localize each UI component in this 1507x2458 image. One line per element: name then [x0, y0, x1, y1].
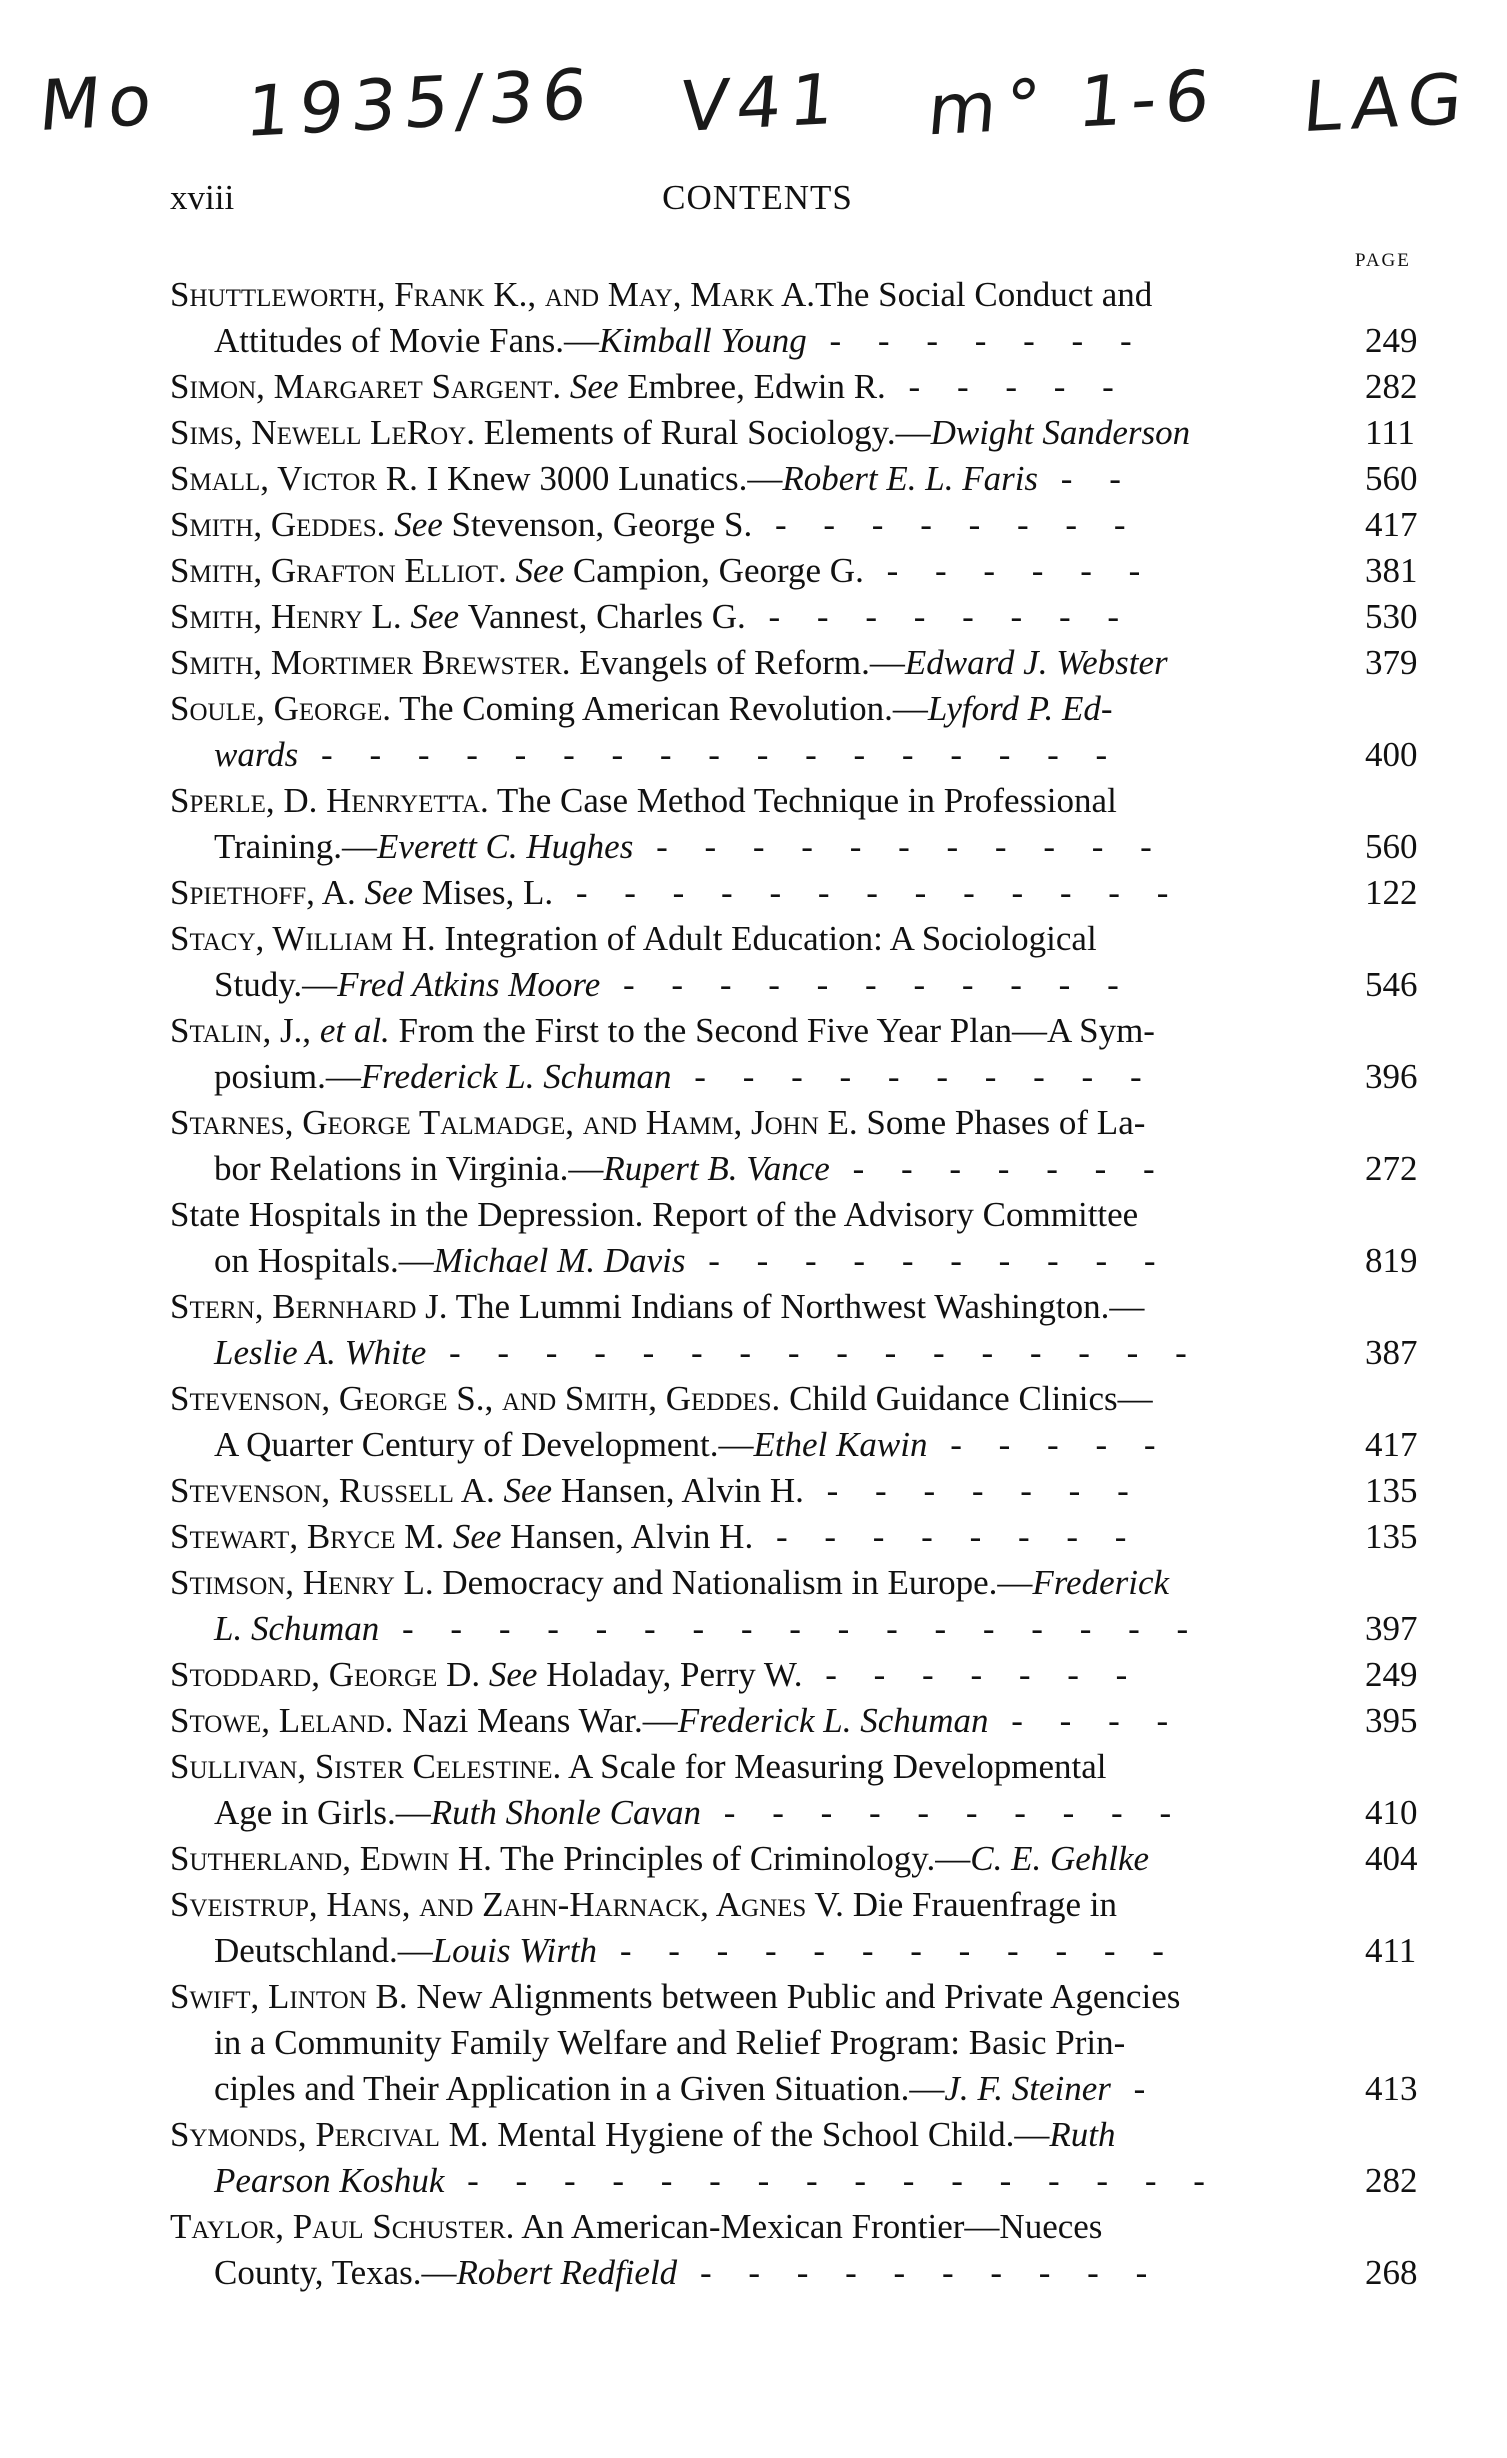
dot-leader: - - - - - - - - - - - - - - - - -: [379, 1609, 1203, 1648]
contents-entry: [170, 548, 1420, 594]
entry-reviewer: Pearson Koshuk: [214, 2161, 445, 2200]
entry-line: [170, 916, 1420, 962]
entry-line: [170, 502, 1420, 548]
entry-reviewer: Frederick L. Schuman: [677, 1701, 989, 1740]
entry-text: Evangels of Reform.—: [570, 643, 905, 682]
page-number: 282: [1365, 2161, 1418, 2200]
entry-author: Sutherland, Edwin H.: [170, 1839, 492, 1878]
entry-line: [170, 1652, 1420, 1698]
page-number: 560: [1365, 459, 1418, 498]
entry-author: Stalin, J.,: [170, 1011, 312, 1050]
entry-line: [170, 1468, 1420, 1514]
entry-text: Study.—: [214, 965, 338, 1004]
entry-author: Smith, Henry L.: [170, 597, 402, 636]
entry-line: [170, 272, 1420, 318]
page-number: 395: [1365, 1701, 1418, 1740]
entry-text: County, Texas.—: [214, 2253, 457, 2292]
dot-leader: - - - - - - - - - - -: [600, 965, 1133, 1004]
handwritten-mark: 1935/36: [242, 52, 599, 154]
entry-reviewer: C. E. Gehlke: [970, 1839, 1150, 1878]
contents-entry: [170, 686, 1420, 778]
entry-line: [170, 456, 1420, 502]
entry-line: [170, 1146, 1420, 1192]
entry-author: Spiethoff, A.: [170, 873, 356, 912]
entry-author: Stimson, Henry L.: [170, 1563, 434, 1602]
entry-reviewer: Frederick L. Schuman: [360, 1057, 672, 1096]
contents-entry: [170, 594, 1420, 640]
entry-reviewer: Everett C. Hughes: [377, 827, 634, 866]
entry-line: [170, 1698, 1420, 1744]
entry-text: Mental Hygiene of the School Child.—: [488, 2115, 1050, 2154]
contents-entry: [170, 364, 1420, 410]
contents-entry: [170, 1100, 1420, 1192]
entry-line: [170, 1790, 1420, 1836]
page-number: 819: [1365, 1241, 1418, 1280]
page-number: 400: [1365, 735, 1418, 774]
entry-line: [170, 1238, 1420, 1284]
entry-line: [170, 1974, 1420, 2020]
page-number: 135: [1365, 1471, 1418, 1510]
entry-text: Campion, George G.: [572, 551, 864, 590]
entry-text: Die Frauenfrage in: [843, 1885, 1118, 1924]
entry-text: The Case Method Technique in Professional: [488, 781, 1117, 820]
dot-leader: - - - - - - - -: [745, 597, 1134, 636]
entry-line: [170, 1560, 1420, 1606]
dot-leader: - - - - - - - - - -: [677, 2253, 1162, 2292]
entry-line: [170, 1422, 1420, 1468]
dot-leader: - - - - - - - -: [753, 1517, 1141, 1556]
entry-text: on Hospitals.—: [214, 1241, 434, 1280]
dot-leader: - - - - - - - - - - - - - - - -: [426, 1333, 1201, 1372]
entry-line: [170, 2020, 1420, 2066]
entry-author: Starnes, George Talmadge, and Hamm, John E.: [170, 1103, 858, 1142]
dot-leader: - - - - - - - - - -: [701, 1793, 1186, 1832]
entry-reviewer: wards: [214, 735, 299, 774]
entry-text: Nazi Means War.—: [393, 1701, 678, 1740]
entry-text: in a Community Family Welfare and Relief Program: Basic Prin-: [214, 2023, 1126, 2062]
entry-line: [170, 962, 1420, 1008]
entry-line: [170, 548, 1420, 594]
entry-author: Smith, Mortimer Brewster.: [170, 643, 571, 682]
folio-number: xviii: [170, 178, 235, 217]
entry-text: A Quarter Century of Development.—: [214, 1425, 754, 1464]
dot-leader: -: [1110, 2069, 1160, 2108]
entry-line: [170, 1284, 1420, 1330]
page-number: 111: [1365, 413, 1415, 452]
handwritten-mark: V41: [676, 57, 846, 149]
entry-text: State Hospitals in the Depression. Report of the Advisory Committee: [170, 1195, 1139, 1234]
page-number: 282: [1365, 367, 1418, 406]
entry-reviewer: Ruth: [1049, 2115, 1116, 2154]
page-number: 410: [1365, 1793, 1418, 1832]
entry-text: Holaday, Perry W.: [546, 1655, 803, 1694]
entry-line: [170, 778, 1420, 824]
entry-line: [170, 1882, 1420, 1928]
entry-line: [170, 594, 1420, 640]
entry-line: [170, 1836, 1420, 1882]
entry-line: [170, 1192, 1420, 1238]
entry-line: [170, 2066, 1420, 2112]
entry-text: Deutschland.—: [214, 1931, 433, 1970]
contents-entry: [170, 410, 1420, 456]
entry-text: The Coming American Revolution.—: [390, 689, 928, 728]
page-number: 396: [1365, 1057, 1418, 1096]
entry-author: Stevenson, George S., and Smith, Geddes.: [170, 1379, 781, 1418]
handwritten-mark: Mo: [36, 58, 164, 148]
contents-entry: [170, 1652, 1420, 1698]
page-number: 272: [1365, 1149, 1418, 1188]
page-number: 135: [1365, 1517, 1418, 1556]
entry-line: [170, 732, 1420, 778]
dot-leader: - - - - - - - -: [752, 505, 1140, 544]
entry-text: The Social Conduct and: [814, 275, 1153, 314]
page-number: 417: [1365, 505, 1418, 544]
dot-leader: - - - - - - - - - - - -: [597, 1931, 1178, 1970]
dot-leader: - - - - - - -: [806, 321, 1146, 360]
page-number: 413: [1365, 2069, 1418, 2108]
entry-text: bor Relations in Virginia.—: [214, 1149, 604, 1188]
dot-leader: - - - - - - - - - - - - - - - - -: [298, 735, 1122, 774]
entry-text: A Scale for Measuring Developmental: [561, 1747, 1107, 1786]
entry-line: [170, 824, 1420, 870]
entry-text: Some Phases of La-: [857, 1103, 1146, 1142]
entry-reviewer: Dwight Sanderson: [930, 413, 1191, 452]
contents-entry: [170, 1698, 1420, 1744]
contents-entry: [170, 870, 1420, 916]
contents-entry: [170, 272, 1420, 364]
entry-author: Symonds, Percival M.: [170, 2115, 489, 2154]
entry-reviewer: et al.: [311, 1011, 390, 1050]
entry-reviewer: J. F. Steiner: [944, 2069, 1111, 2108]
entry-reviewer: See: [494, 1471, 561, 1510]
dot-leader: - - - - - - - - - - - - -: [553, 873, 1183, 912]
entry-line: [170, 1054, 1420, 1100]
entry-line: [170, 1744, 1420, 1790]
entry-author: Stern, Bernhard J.: [170, 1287, 448, 1326]
entry-author: Smith, Grafton Elliot.: [170, 551, 507, 590]
dot-leader: - - - - -: [885, 367, 1128, 406]
entry-text: posium.—: [214, 1057, 361, 1096]
entry-text: From the First to the Second Five Year Plan—A Sym-: [389, 1011, 1155, 1050]
entry-line: [170, 1100, 1420, 1146]
page-title: CONTENTS: [662, 178, 853, 217]
entry-text: Democracy and Nationalism in Europe.—: [433, 1563, 1033, 1602]
entry-reviewer: Robert Redfield: [456, 2253, 678, 2292]
contents-entry: [170, 640, 1420, 686]
entry-reviewer: Ruth Shonle Cavan: [430, 1793, 702, 1832]
dot-leader: - - - - - - -: [803, 1471, 1143, 1510]
page-number: 546: [1365, 965, 1418, 1004]
page-number: 268: [1365, 2253, 1418, 2292]
entry-line: [170, 2204, 1420, 2250]
page-number: 417: [1365, 1425, 1418, 1464]
contents-entry: [170, 1744, 1420, 1836]
contents-entry: [170, 1376, 1420, 1468]
entry-reviewer: Edward J. Webster: [904, 643, 1168, 682]
entry-line: [170, 1376, 1420, 1422]
entry-text: Vannest, Charles G.: [467, 597, 746, 636]
entry-line: [170, 2158, 1420, 2204]
dot-leader: - - - - - - - - - - - - - - - -: [444, 2161, 1219, 2200]
entry-line: [170, 1008, 1420, 1054]
entry-text: New Alignments between Public and Private Agencies: [407, 1977, 1181, 2016]
entry-author: Stacy, William H.: [170, 919, 436, 958]
entry-author: Stowe, Leland.: [170, 1701, 394, 1740]
contents-entry: [170, 1836, 1420, 1882]
entry-author: Stevenson, Russell A.: [170, 1471, 495, 1510]
entry-line: [170, 318, 1420, 364]
entry-text: Age in Girls.—: [214, 1793, 431, 1832]
page-number: 249: [1365, 1655, 1418, 1694]
entry-author: Soule, George.: [170, 689, 391, 728]
contents-entry: [170, 2204, 1420, 2296]
entry-author: Taylor, Paul Schuster.: [170, 2207, 515, 2246]
entry-text: Elements of Rural Sociology.—: [474, 413, 931, 452]
contents-entry: [170, 456, 1420, 502]
entry-line: [170, 1514, 1420, 1560]
entry-author: Stoddard, George D.: [170, 1655, 481, 1694]
entry-author: Shuttleworth, Frank K., and May, Mark A.: [170, 275, 815, 314]
page-number: 379: [1365, 643, 1418, 682]
dot-leader: - - - - - - -: [802, 1655, 1142, 1694]
contents-entry: [170, 1008, 1420, 1100]
dot-leader: - - - - - - - - - -: [671, 1057, 1156, 1096]
entry-reviewer: Frederick: [1032, 1563, 1170, 1602]
entry-line: [170, 364, 1420, 410]
entry-line: [170, 1606, 1420, 1652]
entry-line: [170, 686, 1420, 732]
entry-text: Child Guidance Clinics—: [780, 1379, 1153, 1418]
entry-line: [170, 870, 1420, 916]
entry-reviewer: See: [385, 505, 452, 544]
entry-reviewer: Michael M. Davis: [433, 1241, 686, 1280]
entry-text: ciples and Their Application in a Given Situation.—: [214, 2069, 945, 2108]
contents-entry: [170, 1468, 1420, 1514]
contents-entry: [170, 1514, 1420, 1560]
dot-leader: - - - -: [988, 1701, 1183, 1740]
entry-author: Sveistrup, Hans, and Zahn-Harnack, Agnes V.: [170, 1885, 844, 1924]
entry-text: Integration of Adult Education: A Sociological: [435, 919, 1097, 958]
dot-leader: - - - - - - - - - - -: [633, 827, 1166, 866]
entry-text: Hansen, Alvin H.: [560, 1471, 804, 1510]
contents-entry: [170, 1284, 1420, 1376]
entry-text: The Principles of Criminology.—: [491, 1839, 971, 1878]
entry-reviewer: Kimball Young: [598, 321, 807, 360]
page-number: 560: [1365, 827, 1418, 866]
entry-reviewer: See: [506, 551, 573, 590]
entry-reviewer: See: [401, 597, 468, 636]
entry-text: Mises, L.: [421, 873, 554, 912]
entry-text: An American-Mexican Frontier—Nueces: [514, 2207, 1103, 2246]
entry-text: Attitudes of Movie Fans.—: [214, 321, 599, 360]
entry-text: Embree, Edwin R.: [627, 367, 886, 406]
entry-line: [170, 2112, 1420, 2158]
page-number: 381: [1365, 551, 1418, 590]
page-column-label: PAGE: [1355, 250, 1411, 271]
contents-entry: [170, 1192, 1420, 1284]
entry-author: Swift, Linton B.: [170, 1977, 408, 2016]
contents-entry: [170, 1560, 1420, 1652]
entry-reviewer: Fred Atkins Moore: [337, 965, 601, 1004]
entry-reviewer: Ethel Kawin: [753, 1425, 928, 1464]
entry-reviewer: Rupert B. Vance: [603, 1149, 830, 1188]
entry-reviewer: See: [480, 1655, 547, 1694]
entry-text: I Knew 3000 Lunatics.—: [417, 459, 783, 498]
page-header: [170, 178, 1345, 228]
entry-author: Stewart, Bryce M.: [170, 1517, 445, 1556]
contents-entry: [170, 2112, 1420, 2204]
entry-text: Training.—: [214, 827, 378, 866]
page-number: 397: [1365, 1609, 1418, 1648]
handwritten-mark: LAG: [1300, 57, 1475, 149]
entry-author: Sims, Newell LeRoy.: [170, 413, 475, 452]
page-number: 249: [1365, 321, 1418, 360]
dot-leader: - - - - - -: [863, 551, 1155, 590]
entry-reviewer: Louis Wirth: [432, 1931, 598, 1970]
entry-line: [170, 1928, 1420, 1974]
dot-leader: - - - - - - -: [829, 1149, 1169, 1188]
entry-text: The Lummi Indians of Northwest Washington.—: [447, 1287, 1145, 1326]
handwritten-mark: m° 1-6: [924, 54, 1222, 152]
entry-author: Sullivan, Sister Celestine.: [170, 1747, 562, 1786]
entry-text: Stevenson, George S.: [451, 505, 753, 544]
contents-entry: [170, 502, 1420, 548]
entry-line: [170, 640, 1420, 686]
entry-author: Smith, Geddes.: [170, 505, 386, 544]
page-number: 404: [1365, 1839, 1418, 1878]
entry-author: Sperle, D. Henryetta.: [170, 781, 489, 820]
entry-author: Small, Victor R.: [170, 459, 418, 498]
dot-leader: - - - - -: [927, 1425, 1170, 1464]
entry-line: [170, 410, 1420, 456]
entry-line: [170, 1330, 1420, 1376]
contents-entry: [170, 778, 1420, 870]
contents-entry: [170, 916, 1420, 1008]
entry-reviewer: Robert E. L. Faris: [782, 459, 1039, 498]
page-number: 411: [1365, 1931, 1417, 1970]
entry-line: [170, 2250, 1420, 2296]
entry-reviewer: See: [561, 367, 628, 406]
entry-reviewer: See: [355, 873, 422, 912]
entry-reviewer: Leslie A. White: [214, 1333, 427, 1372]
entry-reviewer: See: [444, 1517, 511, 1556]
entry-text: Hansen, Alvin H.: [510, 1517, 754, 1556]
contents-list: [170, 272, 1420, 2296]
page-number: 530: [1365, 597, 1418, 636]
page-number: 122: [1365, 873, 1418, 912]
contents-entry: [170, 1882, 1420, 1974]
entry-reviewer: L. Schuman: [214, 1609, 380, 1648]
contents-entry: [170, 1974, 1420, 2112]
dot-leader: - -: [1038, 459, 1135, 498]
dot-leader: - - - - - - - - - -: [685, 1241, 1170, 1280]
page-number: 387: [1365, 1333, 1418, 1372]
entry-author: Simon, Margaret Sargent.: [170, 367, 562, 406]
handwritten-annotation: [36, 48, 1475, 158]
entry-reviewer: Lyford P. Ed-: [927, 689, 1113, 728]
